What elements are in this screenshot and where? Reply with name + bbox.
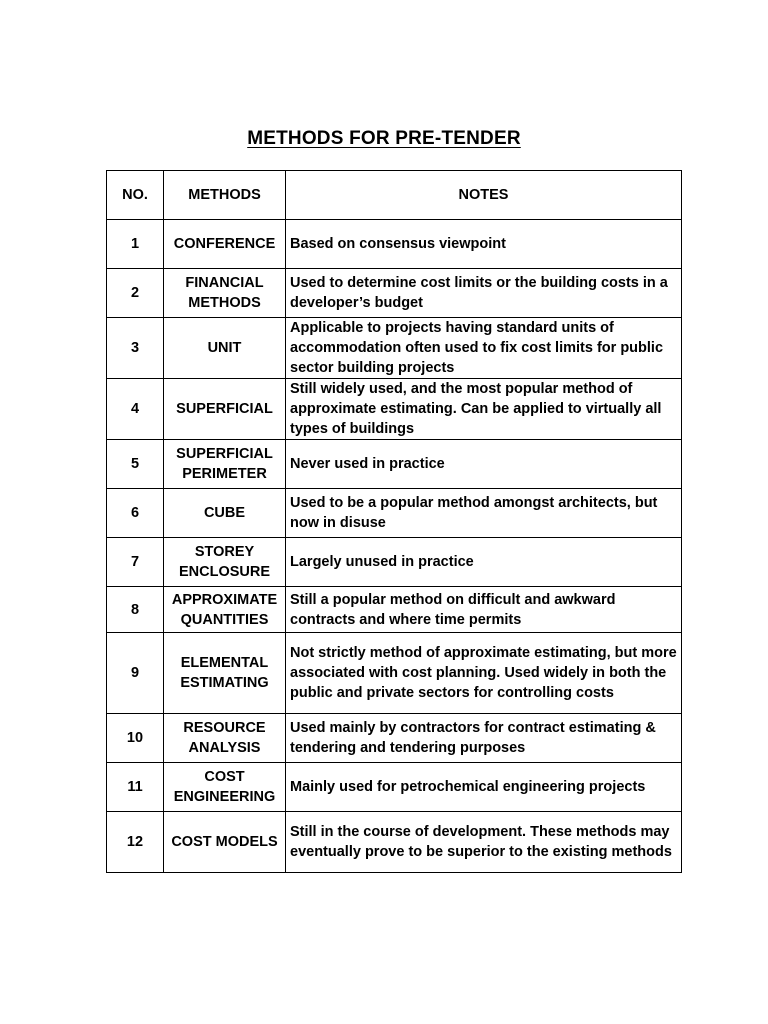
row-method: CONFERENCE <box>164 220 286 269</box>
row-number: 10 <box>107 714 164 763</box>
row-number: 5 <box>107 440 164 489</box>
row-number: 11 <box>107 763 164 812</box>
table-row <box>107 714 682 763</box>
row-method: STOREY ENCLOSURE <box>164 538 286 587</box>
header-methods: METHODS <box>164 171 286 220</box>
row-method: APPROXIMATE QUANTITIES <box>164 587 286 633</box>
header-notes: NOTES <box>286 171 682 220</box>
row-notes: Not strictly method of approximate estimating, but more associated with cost planning. Used widely in both the public and private sectors for controlling costs <box>286 633 682 714</box>
table-row <box>107 440 682 489</box>
table-header-row <box>107 171 682 220</box>
table-row <box>107 587 682 633</box>
page-title: METHODS FOR PRE-TENDER <box>247 128 521 149</box>
row-number: 12 <box>107 812 164 873</box>
row-notes: Mainly used for petrochemical engineering projects <box>286 763 682 812</box>
table-row <box>107 763 682 812</box>
row-notes: Still widely used, and the most popular method of approximate estimating. Can be applied to virtually all types of buildings <box>286 379 682 440</box>
row-notes: Used to determine cost limits or the building costs in a developer’s budget <box>286 269 682 318</box>
table-row <box>107 269 682 318</box>
row-notes: Used mainly by contractors for contract estimating & tendering and tendering purposes <box>286 714 682 763</box>
table-row <box>107 489 682 538</box>
table-row <box>107 318 682 379</box>
table-row <box>107 220 682 269</box>
row-number: 8 <box>107 587 164 633</box>
header-no: NO. <box>107 171 164 220</box>
row-method: ELEMENTAL ESTIMATING <box>164 633 286 714</box>
row-number: 4 <box>107 379 164 440</box>
row-number: 7 <box>107 538 164 587</box>
row-method: COST ENGINEERING <box>164 763 286 812</box>
row-notes: Based on consensus viewpoint <box>286 220 682 269</box>
row-notes: Never used in practice <box>286 440 682 489</box>
row-number: 6 <box>107 489 164 538</box>
table-row <box>107 538 682 587</box>
row-notes: Still a popular method on difficult and awkward contracts and where time permits <box>286 587 682 633</box>
row-method: FINANCIAL METHODS <box>164 269 286 318</box>
row-method: SUPERFICIAL <box>164 379 286 440</box>
table-row <box>107 379 682 440</box>
row-method: RESOURCE ANALYSIS <box>164 714 286 763</box>
row-number: 2 <box>107 269 164 318</box>
row-method: CUBE <box>164 489 286 538</box>
row-method: UNIT <box>164 318 286 379</box>
row-notes: Used to be a popular method amongst architects, but now in disuse <box>286 489 682 538</box>
table-row <box>107 812 682 873</box>
row-notes: Still in the course of development. These methods may eventually prove to be superior to the existing methods <box>286 812 682 873</box>
row-number: 1 <box>107 220 164 269</box>
row-number: 9 <box>107 633 164 714</box>
row-number: 3 <box>107 318 164 379</box>
methods-table <box>106 170 682 873</box>
row-method: SUPERFICIAL PERIMETER <box>164 440 286 489</box>
table-row <box>107 633 682 714</box>
row-method: COST MODELS <box>164 812 286 873</box>
row-notes: Largely unused in practice <box>286 538 682 587</box>
row-notes: Applicable to projects having standard units of accommodation often used to fix cost limits for public sector building projects <box>286 318 682 379</box>
